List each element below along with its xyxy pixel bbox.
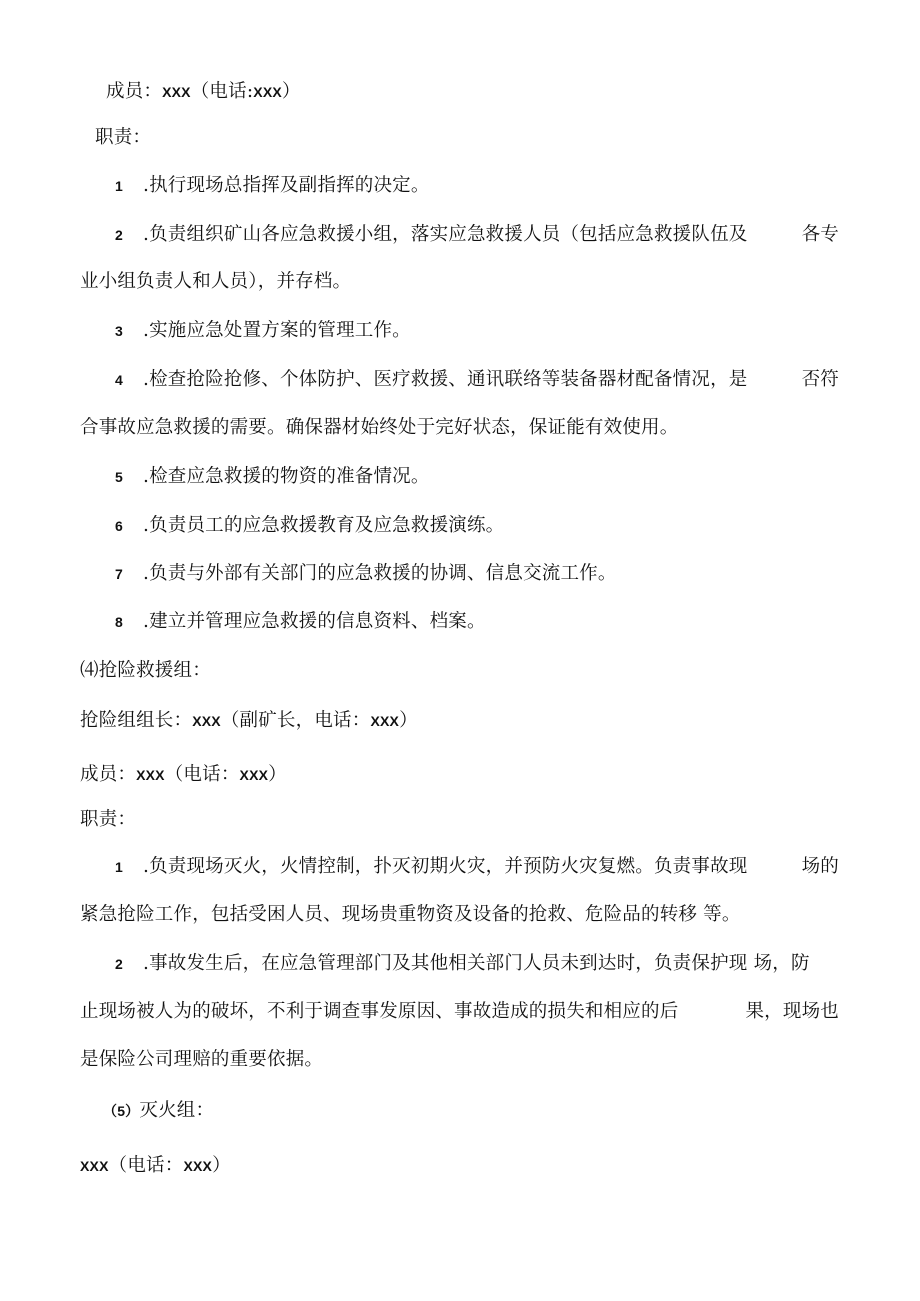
members-phone-close: ） bbox=[281, 81, 301, 102]
duty-item bbox=[115, 368, 839, 392]
fire-team-contact-line bbox=[80, 1154, 231, 1178]
fire-team-heading bbox=[103, 1099, 214, 1123]
members-label: 成员： bbox=[80, 764, 137, 785]
duty-item-text: .检查抢险抢修、个体防护、医疗救援、通讯联络等装备器材配备情况，是 bbox=[143, 369, 748, 390]
rescue-members-line bbox=[80, 763, 287, 787]
fire-team-name: XXX bbox=[80, 1158, 109, 1174]
members-name: XXX bbox=[162, 84, 191, 100]
duty-item-text-end: 各专 bbox=[801, 224, 839, 245]
duty-item-continuation: 业小组负责人和人员），并存档。 bbox=[80, 271, 352, 292]
members-phone-close: ） bbox=[268, 764, 287, 785]
fire-team-title: 灭火组： bbox=[139, 1100, 215, 1121]
duty-item bbox=[115, 514, 504, 538]
duty-item-continuation: 是保险公司理赔的重要依据。 bbox=[80, 1049, 324, 1070]
members-phone-open: （电话： bbox=[164, 764, 240, 785]
duty-item-text-end: 否符 bbox=[801, 369, 839, 390]
duty-item-text: .实施应急处置方案的管理工作。 bbox=[143, 320, 411, 341]
members-phone: XXX bbox=[239, 767, 269, 783]
duty-item-text: .负责组织矿山各应急救援小组，落实应急救援人员（包括应急救援队伍及 bbox=[143, 224, 748, 245]
duty-item-text: .执行现场总指挥及副指挥的决定。 bbox=[143, 175, 430, 196]
duty-item-number: 1 bbox=[115, 178, 123, 194]
members-phone-open: （电话: bbox=[190, 81, 254, 102]
duty-item-text-end: 果，现场也 bbox=[745, 1001, 839, 1022]
duty-item-continuation bbox=[80, 1000, 839, 1024]
duty-item-text: 止现场被人为的破坏，不利于调查事发原因、事故造成的损失和相应的后 bbox=[80, 1001, 679, 1022]
members-name: XXX bbox=[136, 767, 165, 783]
duty-item-number: 3 bbox=[115, 323, 123, 339]
fire-team-phone-close: ） bbox=[212, 1155, 231, 1176]
duties-label: 职责： bbox=[95, 127, 152, 148]
members-line bbox=[106, 80, 301, 104]
duty-item-number: 2 bbox=[115, 227, 123, 243]
duty-item-number: 4 bbox=[115, 372, 123, 388]
fire-team-number: （5） bbox=[103, 1103, 140, 1119]
fire-team-phone: XXX bbox=[183, 1158, 213, 1174]
rescue-team-heading: ⑷抢险救援组： bbox=[80, 660, 211, 681]
duty-item-text-end: 场的 bbox=[801, 856, 839, 877]
duty-item-number: 7 bbox=[115, 566, 123, 582]
duty-item-number: 2 bbox=[115, 956, 123, 972]
duty-item-text: .负责与外部有关部门的应急救援的协调、信息交流工作。 bbox=[143, 563, 617, 584]
leader-name: XXX bbox=[192, 713, 221, 729]
members-label: 成员： bbox=[106, 81, 163, 102]
duty-item bbox=[115, 610, 486, 634]
duty-item bbox=[115, 562, 617, 586]
duty-item-text: .负责员工的应急救援教育及应急救援演练。 bbox=[143, 515, 505, 536]
duty-item-continuation: 合事故应急救援的需要。确保器材始终处于完好状态，保证能有效使用。 bbox=[80, 417, 679, 438]
duty-item bbox=[115, 223, 839, 247]
leader-close: ） bbox=[399, 710, 418, 731]
duty-item bbox=[115, 465, 430, 489]
leader-phone: XXX bbox=[370, 713, 400, 729]
leader-role: （副矿长，电话： bbox=[220, 710, 371, 731]
duty-item-text: .检查应急救援的物资的准备情况。 bbox=[143, 466, 430, 487]
rescue-leader-line bbox=[80, 709, 418, 733]
duty-item bbox=[115, 319, 411, 343]
duty-item-text: .事故发生后，在应急管理部门及其他相关部门人员未到达时，负责保护现 场，防 bbox=[143, 953, 810, 974]
duty-item-continuation: 紧急抢险工作，包括受困人员、现场贵重物资及设备的抢救、危险品的转移 等。 bbox=[80, 904, 741, 925]
duties-label: 职责： bbox=[80, 809, 137, 830]
fire-team-phone-open: （电话： bbox=[108, 1155, 184, 1176]
duty-item bbox=[115, 174, 430, 198]
duty-item-text: .负责现场灭火，火情控制，扑灭初期火灾，并预防火灾复燃。负责事故现 bbox=[143, 856, 748, 877]
members-phone: XXX bbox=[253, 84, 282, 100]
duty-item-number: 6 bbox=[115, 518, 123, 534]
duty-item bbox=[115, 952, 810, 976]
duty-item-number: 8 bbox=[115, 614, 123, 630]
duty-item-number: 5 bbox=[115, 469, 123, 485]
duty-item-text: .建立并管理应急救援的信息资料、档案。 bbox=[143, 611, 486, 632]
duty-item-number: 1 bbox=[115, 859, 123, 875]
duty-item bbox=[115, 855, 839, 879]
leader-label: 抢险组组长： bbox=[80, 710, 193, 731]
